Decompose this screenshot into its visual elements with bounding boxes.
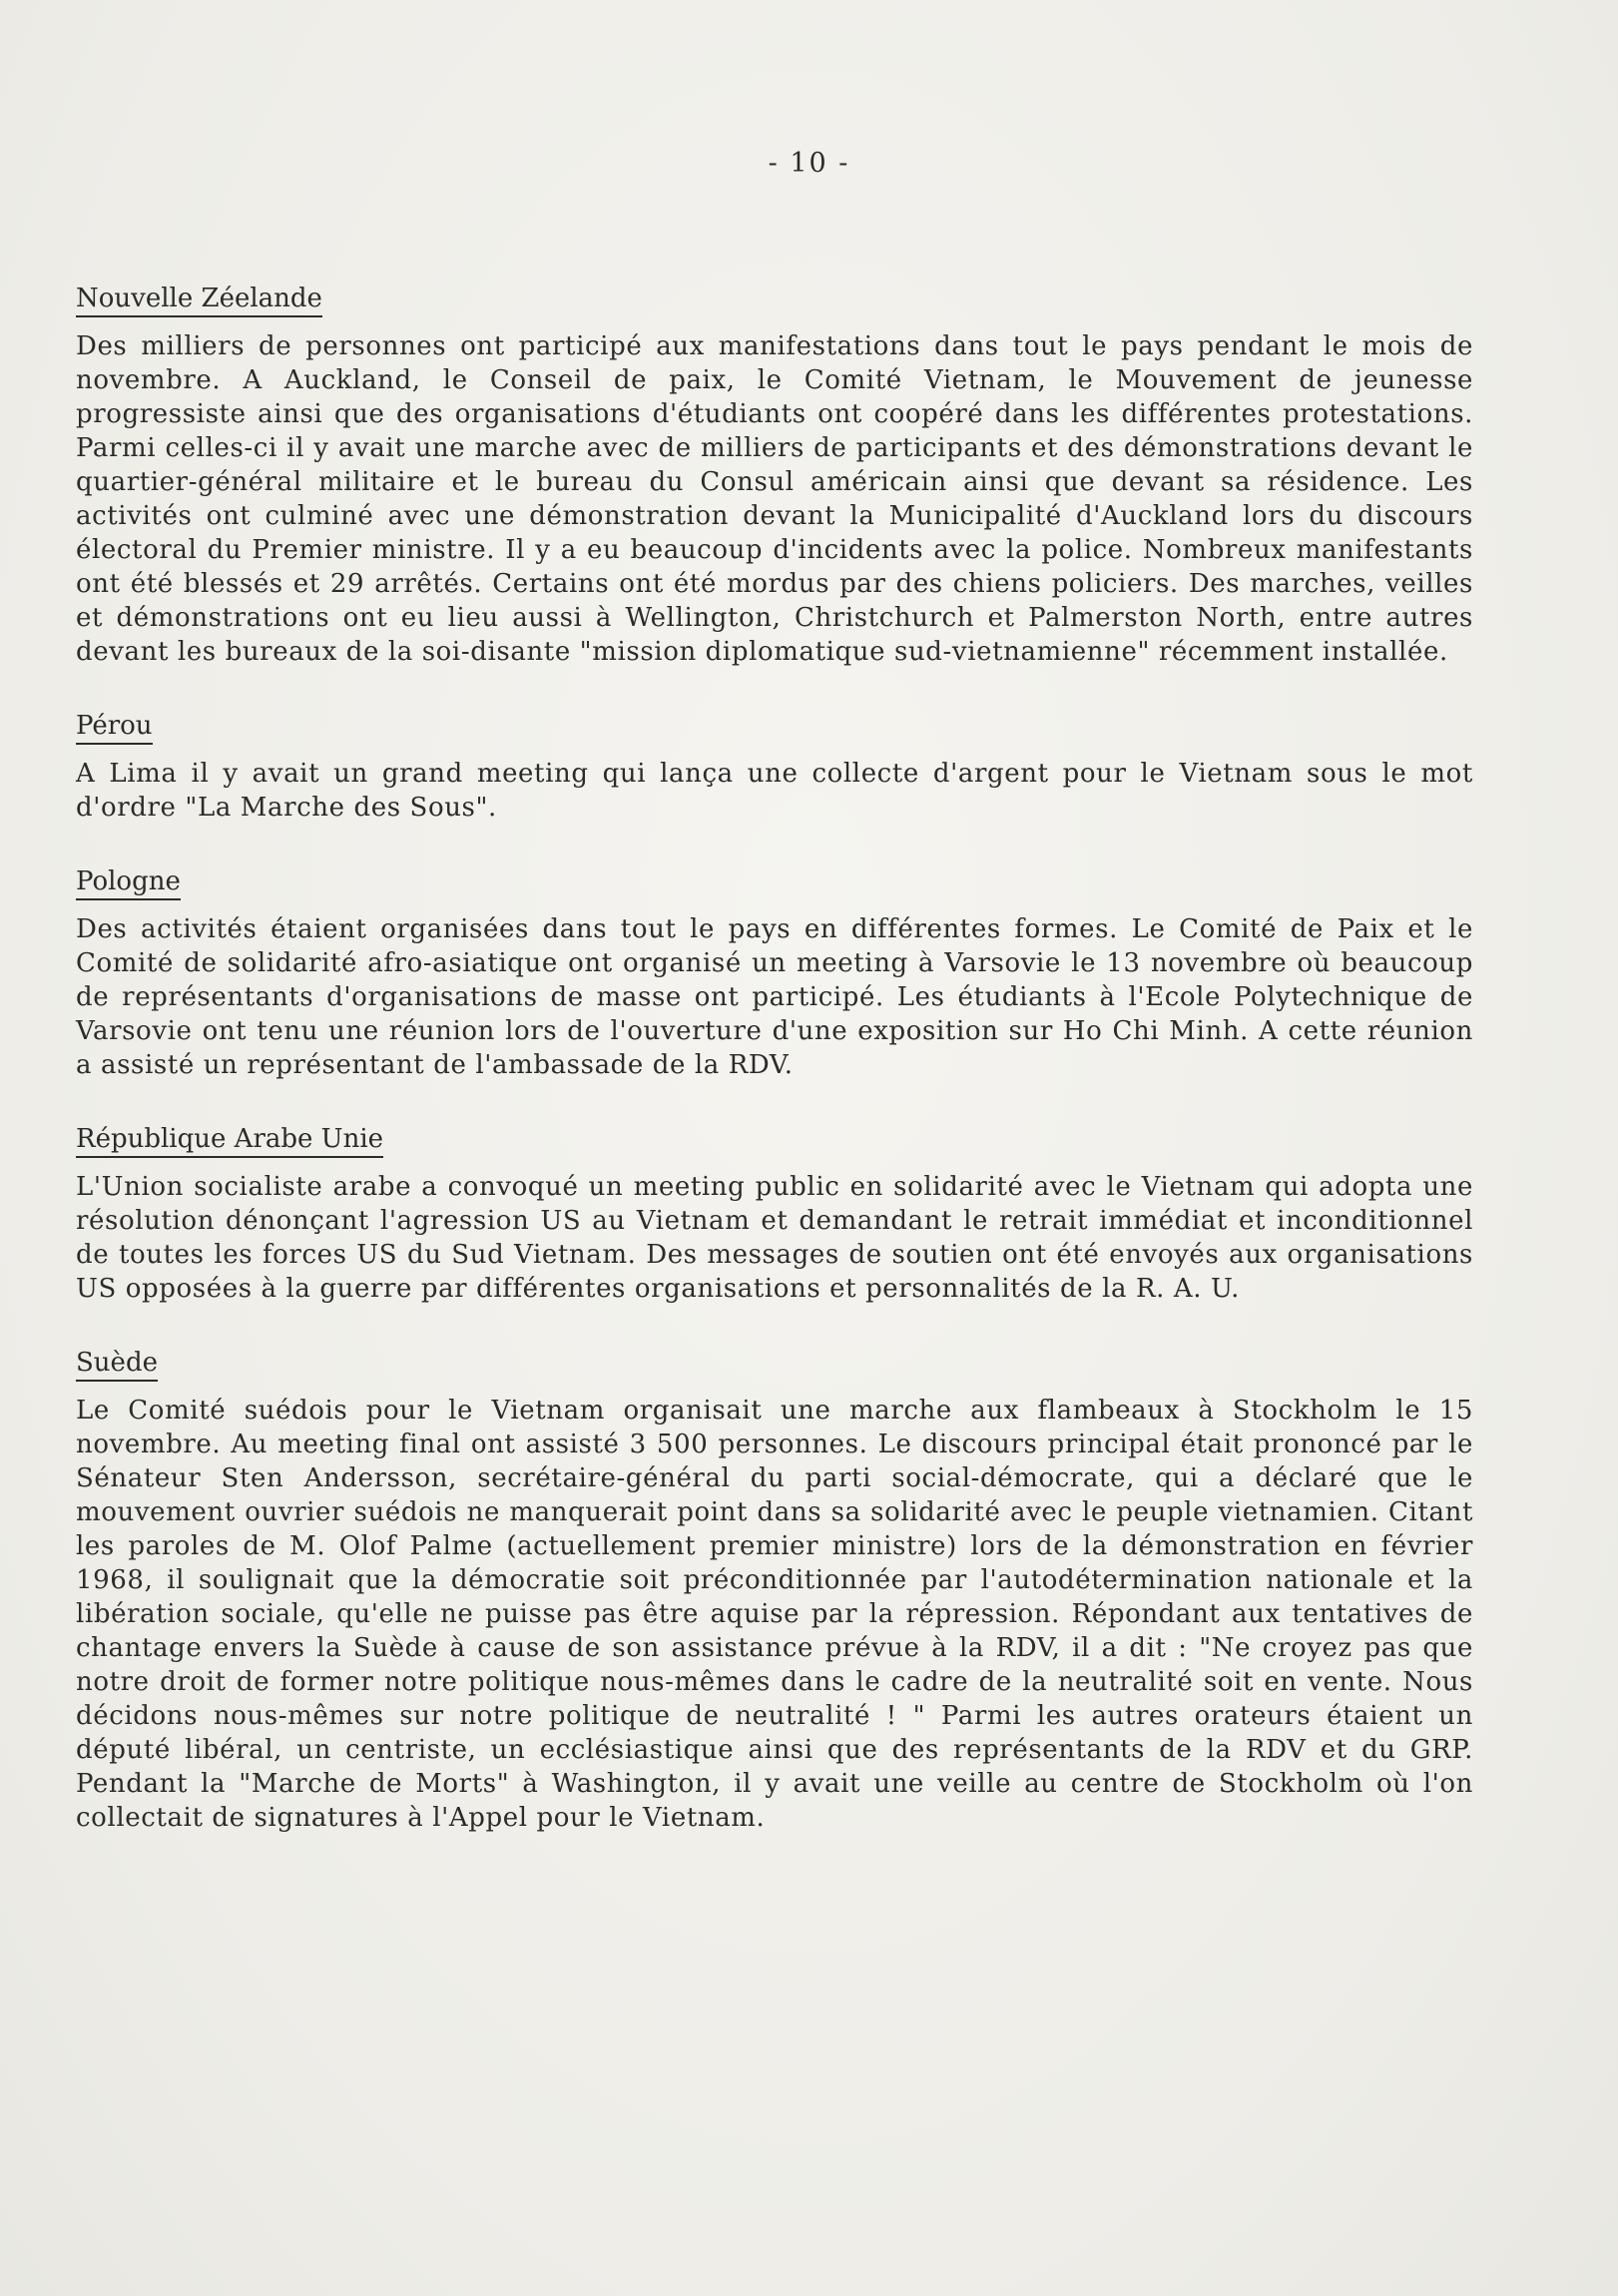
section-paragraph: Des activités étaient organisées dans tout le pays en différentes formes. Le Comité de Paix et le Comité de solidarité afro-asiatique ont organisé un meeting à Varsovie le 13 novembre où beaucoup de représentants d'organisations de masse ont participé. Les étudiants à l'Ecole Polytechnique de Varsovie ont tenu une réunion lors de l'ouverture d'une exposition sur Ho Chi Minh. A cette réunion a assisté un représentant de l'ambassade de la RDV. — [76, 914, 1473, 1080]
section-heading: Pologne — [76, 864, 181, 900]
section-heading: République Arabe Unie — [76, 1122, 383, 1158]
page-number: - 10 - — [768, 148, 850, 179]
section-paragraph: Des milliers de personnes ont participé aux manifestations dans tout le pays pendant le mois de novembre. A Auckland, le Conseil de paix, le Comité Vietnam, le Mouvement de jeunesse progressiste ainsi que des organisations d'étudiants ont coopéré dans les différentes protestations. Parmi celles-ci il y avait une marche avec de milliers de participants et des démonstrations devant le quartier-général militaire et le bureau du Consul américain ainsi que devant sa résidence. Les activités ont culminé avec une démonstration devant la Municipalité d'Auckland lors du discours électoral du Premier ministre. Il y a eu beaucoup d'incidents avec la police. Nombreux manifestants ont été blessés et 29 arrêtés. Certains ont été mordus par des chiens policiers. Des marches, veilles et démonstrations ont eu lieu aussi à Wellington, Christchurch et Palmerston North, entre autres devant les bureaux de la soi-disante "mission diplomatique sud-vietnamienne" récemment installée. — [76, 331, 1473, 667]
section-perou — [76, 709, 1473, 825]
section-paragraph: A Lima il y avait un grand meeting qui lança une collecte d'argent pour le Vietnam sous le mot d'ordre "La Marche des Sous". — [76, 759, 1473, 823]
section-heading: Nouvelle Zéelande — [76, 282, 322, 317]
section-heading: Suède — [76, 1346, 158, 1382]
section-paragraph: L'Union socialiste arabe a convoqué un meeting public en solidarité avec le Vietnam qui adopta une résolution dénonçant l'agression US au Vietnam et demandant le retrait immédiat et inconditionnel de toutes les forces US du Sud Vietnam. Des messages de soutien ont été envoyés aux organisations US opposées à la guerre par différentes organisations et personnalités de la R. A. U. — [76, 1172, 1473, 1304]
section-republique-arabe-unie — [76, 1122, 1473, 1306]
document-body — [76, 282, 1473, 1835]
section-pologne — [76, 864, 1473, 1082]
section-suede — [76, 1346, 1473, 1835]
section-paragraph: Le Comité suédois pour le Vietnam organisait une marche aux flambeaux à Stockholm le 15 novembre. Au meeting final ont assisté 3 500 personnes. Le discours principal était prononcé par le Sénateur Sten Andersson, secrétaire-général du parti social-démocrate, qui a déclaré que le mouvement ouvrier suédois ne manquerait point dans sa solidarité avec le peuple vietnamien. Citant les paroles de M. Olof Palme (actuellement premier ministre) lors de la démonstration en février 1968, il soulignait que la démocratie soit préconditionnée par l'autodétermination nationale et la libération sociale, qu'elle ne puisse pas être aquise par la répression. Répondant aux tentatives de chantage envers la Suède à cause de son assistance prévue à la RDV, il a dit : "Ne croyez pas que notre droit de former notre politique nous-mêmes dans le cadre de la neutralité soit en vente. Nous décidons nous-mêmes sur notre politique de neutralité ! " Parmi les autres orateurs étaient un député libéral, un centriste, un ecclésiastique ainsi que des représentants de la RDV et du GRP. Pendant la "Marche de Morts" à Washington, il y avait une veille au centre de Stockholm où l'on collectait de signatures à l'Appel pour le Vietnam. — [76, 1396, 1473, 1833]
section-nouvelle-zelande — [76, 282, 1473, 669]
section-heading: Pérou — [76, 709, 153, 745]
